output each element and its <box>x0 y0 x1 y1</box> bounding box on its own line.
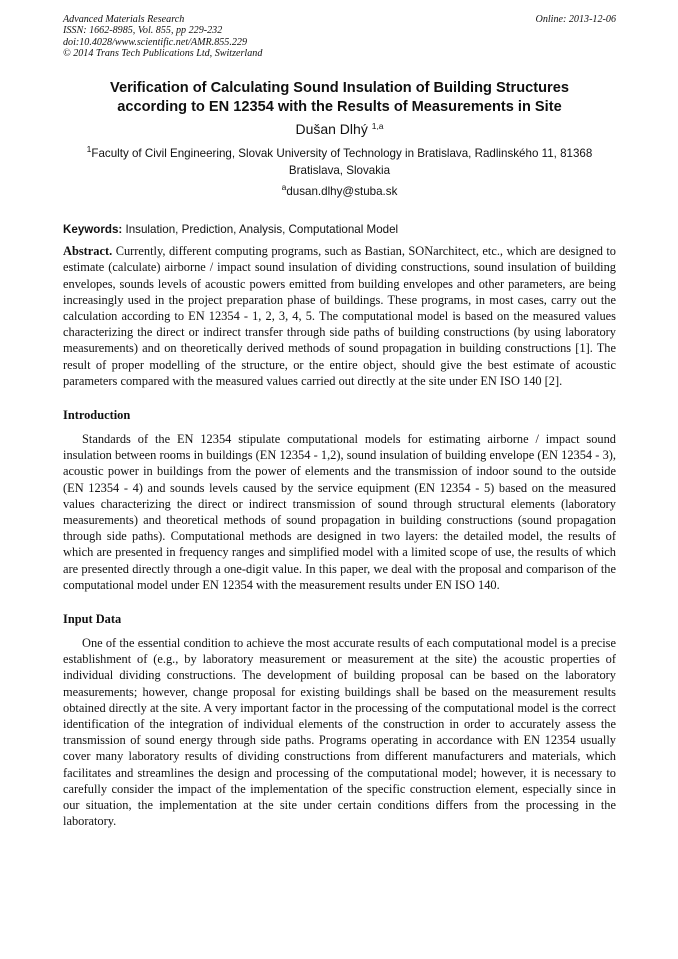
affiliation-line-2: Bratislava, Slovakia <box>288 164 391 178</box>
abstract <box>63 243 616 389</box>
affiliation-marker: 1 <box>86 144 92 155</box>
author-line <box>63 119 616 139</box>
introduction-heading: Introduction <box>63 408 131 423</box>
journal-doi: doi:10.4028/www.scientific.net/AMR.855.229 <box>63 36 248 48</box>
author-name: Dušan Dlhý <box>295 121 368 138</box>
introduction-paragraph: Standards of the EN 12354 stipulate computational models for estimating airborne / impact sound insulation between rooms in buildings (EN 12354 - 1,2), sound insulation of building envelope (EN 12354 - 3), acoustic power in buildings from the power of elements and the transmission of indoor sound to the outside (EN 12354 - 4) and sounds levels caused by the service equipment (EN 12354 - 5) based on the measured values characterizing the direct or indirect transmission of sound through structural elements (laboratory measurements) and theoretical methods of sound propagation in building constructions (sound propagation through side paths). Computational methods are designed in two layers: the detailed model, the results of which are presented in frequency ranges and simplified model with a limited scope of use, the results of which are presented directly through a one-digit value. In this paper, we deal with the proposal and comparison of the computational model under EN 12354 with the measurement results under EN ISO 140. <box>63 432 616 592</box>
online-date: Online: 2013-12-06 <box>535 14 616 25</box>
input-data-heading: Input Data <box>63 612 122 627</box>
affiliation <box>63 145 616 179</box>
paper-title-line-1: Verification of Calculating Sound Insulation of Building Structures <box>110 80 569 97</box>
journal-issn: ISSN: 1662-8985, Vol. 855, pp 229-232 <box>63 25 223 37</box>
author-email <box>63 184 616 200</box>
affiliation-line-1: Faculty of Civil Engineering, Slovak University of Technology in Bratislava, Radlinského 11, 81368 <box>91 147 593 161</box>
journal-name: Advanced Materials Research <box>63 14 185 25</box>
journal-header <box>63 14 616 59</box>
input-data-paragraph: One of the essential condition to achieve the most accurate results of each computational model is a precise establishment of (e.g., by laboratory measurement or measurement at the site) the acoustic properties of individual dividing constructions. The development of building proposal can be based on the laboratory measurements; however, change proposal for existing buildings shall be based on the measurement results obtained directly at the site. A very important factor in the processing of the computational model is the correct identification of the integration of individual elements of the construction in order to accurately assess the transmission of sound energy through side paths. Programs operating in accordance with EN 12354 usually cover many laboratory results of dividing constructions from different manufacturers and materials, which facilitates and streamlines the design and processing of the computational model; however, it is necessary to carefully consider the impact of the implementation of the specific construction element, especially since in our situation, the implementation at the site under certain conditions differs from the processing in the laboratory. <box>63 636 616 829</box>
keywords <box>63 222 616 238</box>
abstract-text: Currently, different computing programs, such as Bastian, SONarchitect, etc., which are designed to estimate (calculate) airborne / impact sound insulation of dividing constructions, sound insulation of building envelopes, sounds levels of acoustic powers emitted from building envelopes and other parameters, are being increasingly used in the project preparation phase of buildings. These programs, in most cases, carry out the calculation according to EN 12354 - 1, 2, 3, 4, 5. The computational model is based on the measured values characterizing the direct or indirect transfer through side paths of building constructions (by using laboratory measurements) and on theoretically derived methods of sound propagation in building constructions [1]. The result of proper modelling of the structure, or the entire object, should give the best estimate of acoustic parameters compared with the measured values carried out directly at the site under EN ISO 140 [2]. <box>63 244 616 388</box>
paper-title <box>63 79 616 117</box>
abstract-label: Abstract. <box>63 244 113 259</box>
email-marker: a <box>281 182 287 193</box>
email-address: dusan.dlhy@stuba.sk <box>286 185 398 199</box>
keywords-label: Keywords: <box>63 223 123 237</box>
paper-title-line-2: according to EN 12354 with the Results of Measurements in Site <box>117 99 562 116</box>
keywords-text: Insulation, Prediction, Analysis, Computational Model <box>125 223 399 237</box>
author-marker: 1,a <box>371 121 384 132</box>
journal-copyright: © 2014 Trans Tech Publications Ltd, Switzerland <box>63 47 263 59</box>
